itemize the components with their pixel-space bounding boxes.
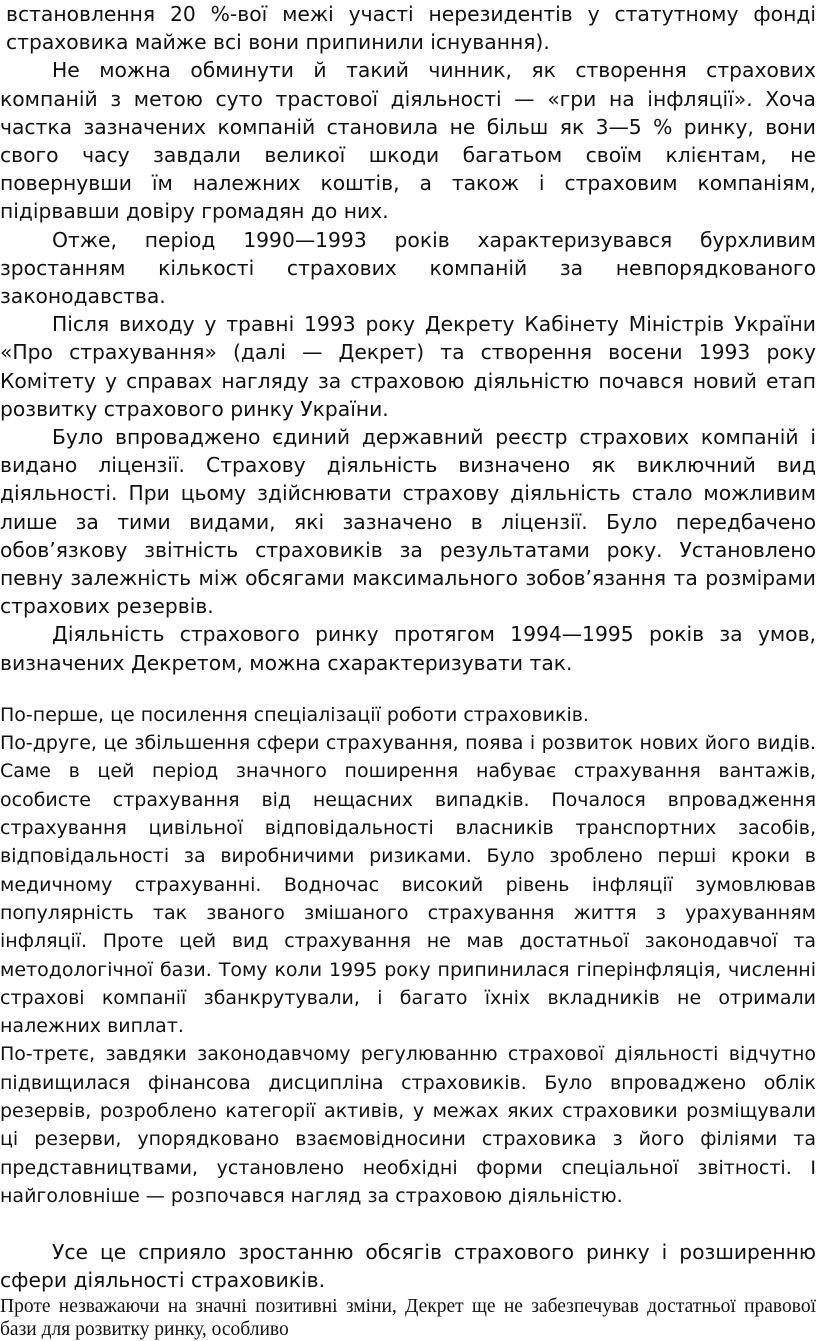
paragraph-continuation: встановлення 20 %-вої межі участі нерезидентів у статутному фонді страховика майже всі вони припинили існування). bbox=[6, 2, 816, 55]
spacer bbox=[0, 677, 816, 701]
paragraph-last: Проте незважаючи на значні позитивні зміни, Декрет ще не забезпечував достатньої правової бази для розвитку ринку, особливо bbox=[0, 1295, 816, 1340]
paragraph-period-1990-1993: Отже, період 1990—1993 років характеризувався бурхливим зростанням кількості страхових компаній за невпорядкованого законодавства. bbox=[0, 227, 816, 309]
paragraph-trust-companies: Не можна обминути й такий чинник, як створення страхових компаній з метою суто трастової діяльності — «гри на інфляції». Хоча частка зазначених компаній становила не більш як 3—5 % ринку, вони свого часу завдали великої шкоди багатьом своїм клієнтам, не повернувши їм належних коштів, а також і страховим компаніям, підірвавши довіру громадян до них. bbox=[0, 58, 816, 224]
list-item-first: По-перше, це посилення спеціалізації роботи страховиків. bbox=[0, 703, 589, 726]
spacer bbox=[0, 1210, 816, 1238]
list-item-second: По-друге, це збільшення сфери страхування, поява і розвиток нових його видів. Саме в цей період значного поширення набуває страхування вантажів, особисте страхування від нещасних випадків. Почалося впровадження страхування цивільної відповідальності власників транспортних засобів, відповідальності за виробничими ризиками. Було зроблено перші кроки в медичному страхуванні. Водночас високий рівень інфляції зумовлював популярність так званого змішаного страхування життя з урахуванням інфляції. Проте цей вид страхування не мав достатньої законодавчої та методологічної бази. Тому коли 1995 року припинилася гіперінфляція, численні страхові компанії збанкрутували, і багато їхніх вкладників не отримали належних виплат. bbox=[0, 732, 816, 1038]
paragraph-summary: Усе це сприяло зростанню обсягів страхового ринку і розширенню сфери діяльності страховиків. bbox=[0, 1240, 816, 1293]
list-item-third: По-третє, завдяки законодавчому регулюванню страхової діяльності відчутно підвищилася фінансова дисципліна страховиків. Було впроваджено облік резервів, розроблено категорії активів, у межах яких страховики розміщували ці резерви, упорядковано взаємовідносини страховика з його філіями та представництвами, установлено необхідні форми спеціальної звітності. І найголовніше — розпочався нагляд за страховою діяльністю. bbox=[0, 1043, 816, 1207]
paragraph-decree-1993: Після виходу у травні 1993 року Декрету Кабінету Міністрів України «Про страхування» (далі — Декрет) та створення восени 1993 року Комітету у справах нагляду за страховою діяльністю почався новий етап розвитку страхового ринку України. bbox=[0, 312, 816, 421]
paragraph-1994-1995: Діяльність страхового ринку протягом 1994—1995 років за умов, визначених Декретом, можна схарактеризувати так. bbox=[0, 622, 816, 675]
paragraph-registry: Було впроваджено єдиний державний реєстр страхових компаній і видано ліцензії. Страхову діяльність визначено як виключний вид діяльності. При цьому здійснювати страхову діяльність стало можливим лише за тими видами, які зазначено в ліцензії. Було передбачено обов’язкову звітність страховиків за результатами року. Установлено певну залежність між обсягами максимального зобов’язання та розмірами страхових резервів. bbox=[0, 425, 816, 619]
